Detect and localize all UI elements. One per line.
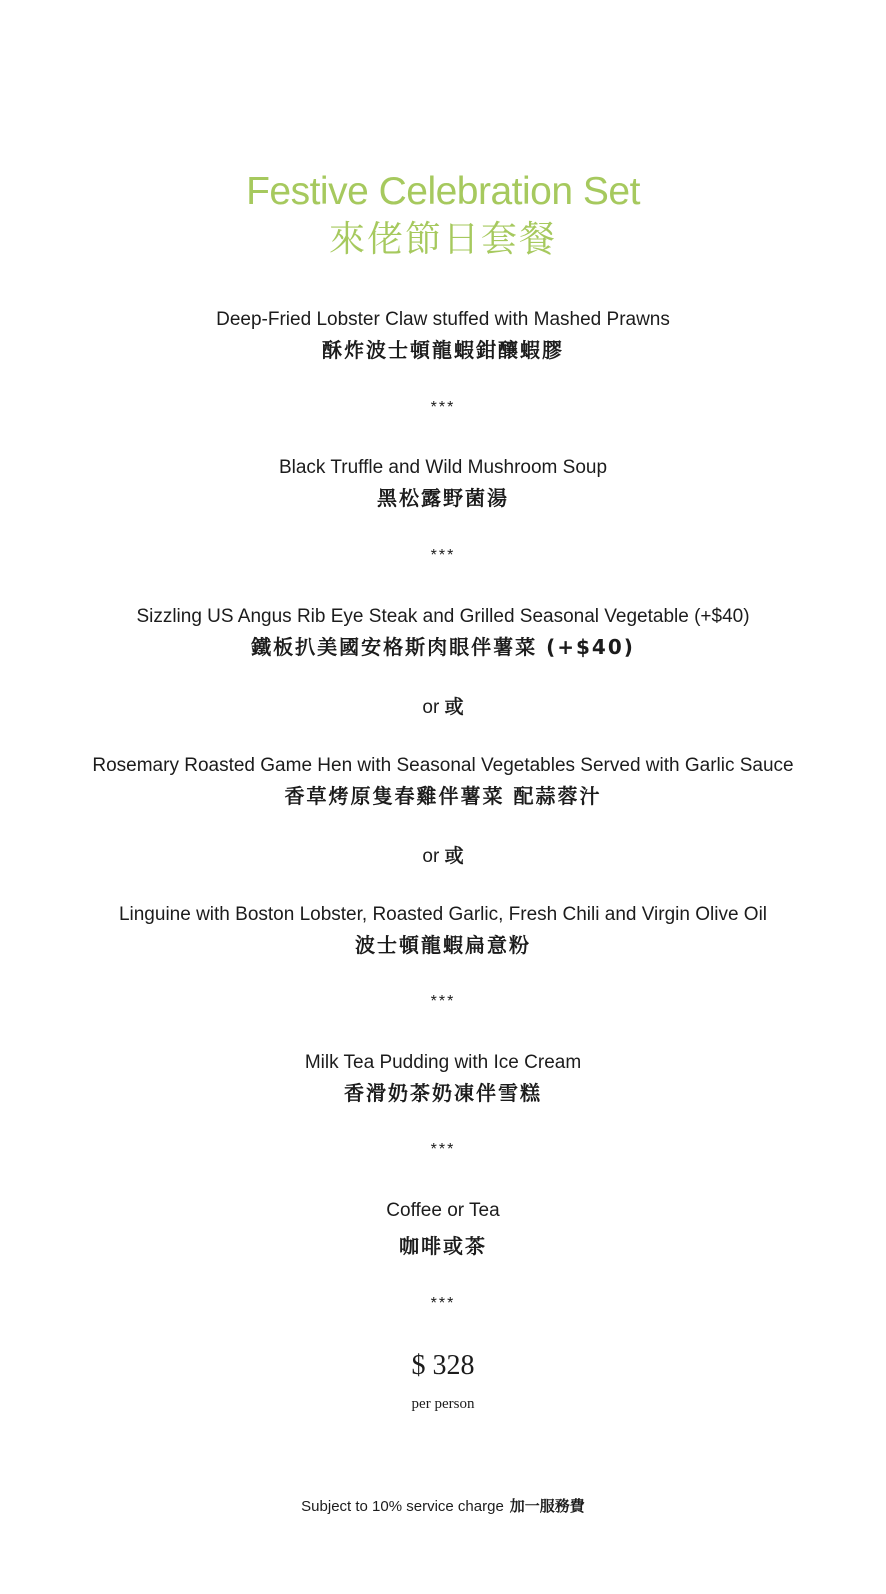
- price-unit: per person: [411, 1396, 475, 1412]
- course-4-zh: 香草烤原隻春雞伴薯菜 配蒜蓉汁: [284, 784, 602, 808]
- course-5-en: Linguine with Boston Lobster, Roasted Garlic, Fresh Chili and Virgin Olive Oil: [118, 904, 768, 925]
- course-2-zh: 黑松露野菌湯: [377, 486, 509, 510]
- or-label-en: or: [422, 846, 440, 867]
- course-4-en: Rosemary Roasted Game Hen with Seasonal Vegetables Served with Garlic Sauce: [92, 755, 794, 776]
- separator-5: ***: [430, 1295, 456, 1312]
- course-5-zh: 波士頓龍蝦扁意粉: [355, 933, 531, 957]
- course-2-en: Black Truffle and Wild Mushroom Soup: [278, 457, 608, 478]
- service-charge-note: [0, 1495, 886, 1518]
- menu-title-en: Festive Celebration Set: [246, 170, 640, 213]
- or-label-zh: 或: [444, 696, 464, 718]
- or-divider-1: [0, 694, 886, 721]
- menu-title-zh: 來佬節日套餐: [328, 219, 557, 260]
- course-3-en: Sizzling US Angus Rib Eye Steak and Grilled Seasonal Vegetable (+$40): [136, 606, 750, 627]
- course-6-zh: 香滑奶茶奶凍伴雪糕: [344, 1081, 542, 1105]
- price-amount: $ 328: [411, 1350, 475, 1381]
- separator-2: ***: [430, 547, 456, 564]
- service-charge-zh: 加一服務費: [509, 1497, 585, 1515]
- or-divider-2: [0, 843, 886, 870]
- course-1-en: Deep-Fried Lobster Claw stuffed with Mashed Prawns: [216, 309, 670, 330]
- service-charge-en: Subject to 10% service charge: [301, 1498, 504, 1515]
- or-label-en: or: [422, 697, 440, 718]
- course-7-zh: 咖啡或茶: [399, 1234, 487, 1258]
- separator-3: ***: [430, 993, 456, 1010]
- or-label-zh: 或: [444, 845, 464, 867]
- course-3-zh: 鐵板扒美國安格斯肉眼伴薯菜 (+$40): [251, 635, 635, 659]
- course-1-zh: 酥炸波士頓龍蝦鉗釀蝦膠: [322, 338, 564, 362]
- course-7-en: Coffee or Tea: [386, 1200, 500, 1221]
- separator-4: ***: [430, 1141, 456, 1158]
- separator-1: ***: [430, 399, 456, 416]
- course-6-en: Milk Tea Pudding with Ice Cream: [304, 1052, 582, 1073]
